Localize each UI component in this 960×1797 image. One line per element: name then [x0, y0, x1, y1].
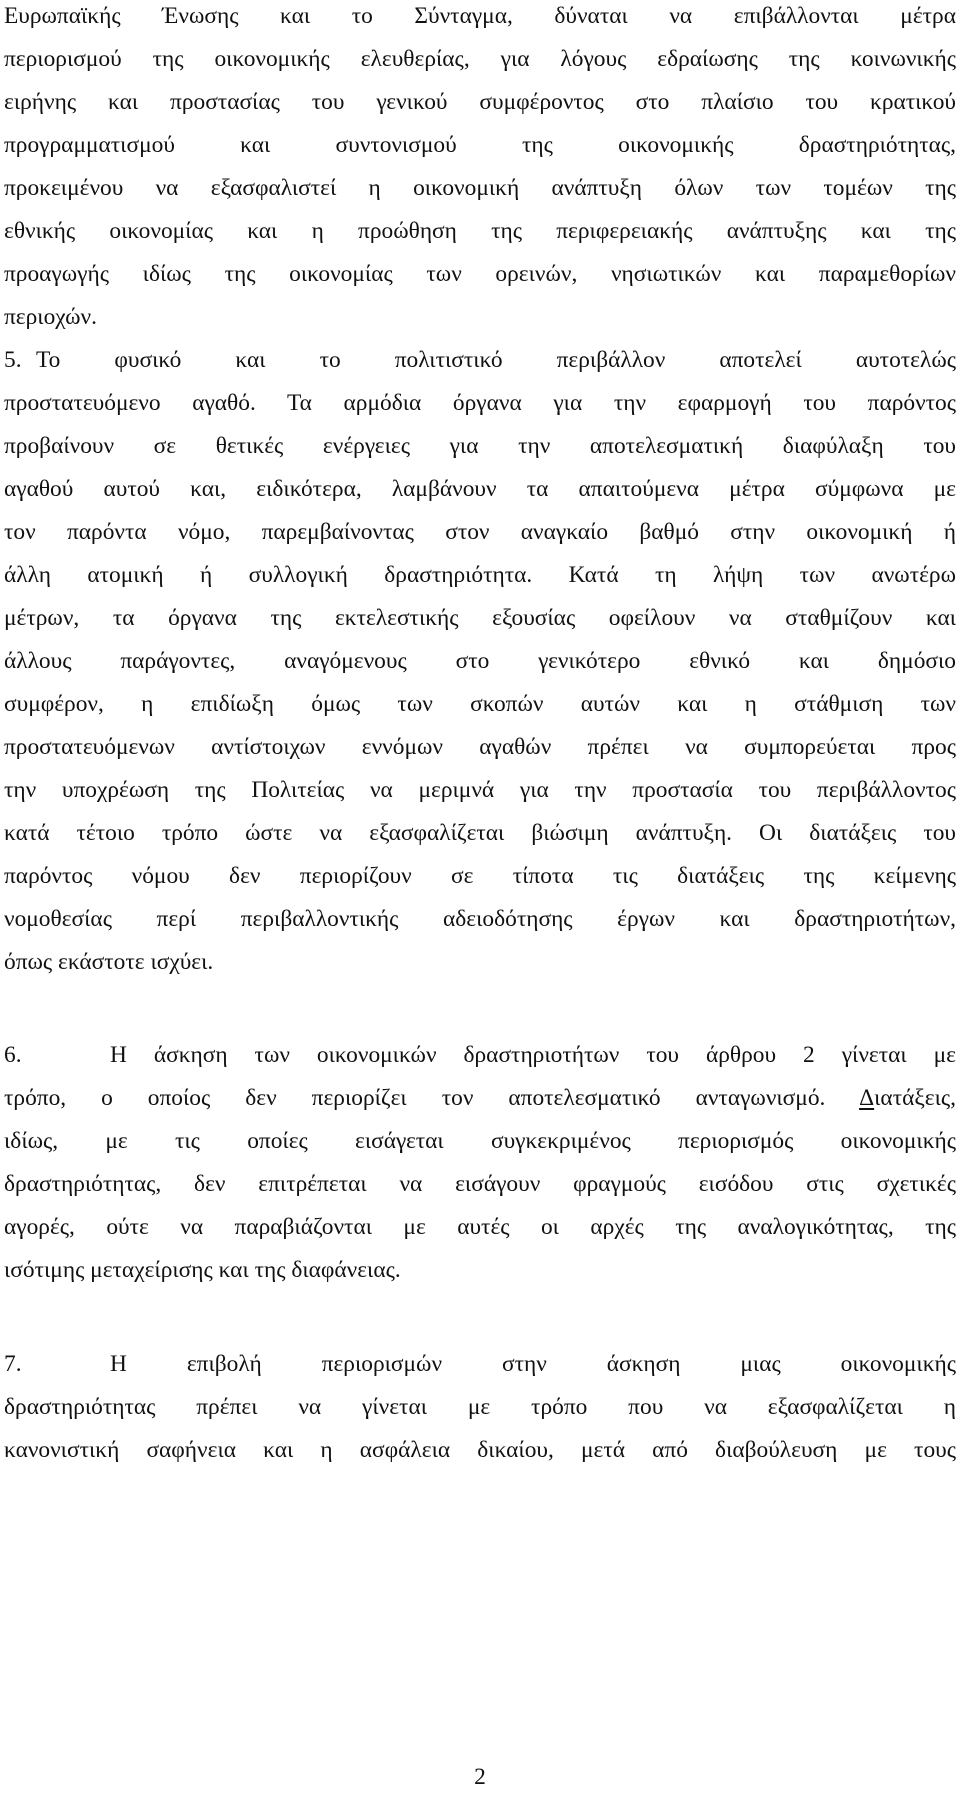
text-line: παρόντος νόμου δεν περιορίζουν σε τίποτα τις διατάξεις της κείμενης: [4, 863, 956, 889]
text-line: [4, 1082, 956, 1114]
text-line: ισότιμης μεταχείρισης και της διαφάνειας.: [4, 1257, 401, 1283]
text-line: συμφέρον, η επιδίωξη όμως των σκοπών αυτών και η στάθμιση των: [4, 691, 956, 717]
text-line: δραστηριότητας, δεν επιτρέπεται να εισάγουν φραγμούς εισόδου στις σχετικές: [4, 1171, 956, 1197]
text-line: Η άσκηση των οικονομικών δραστηριοτήτων του άρθρου 2 γίνεται με: [110, 1042, 956, 1068]
text-line: τον παρόντα νόμο, παρεμβαίνοντας στον αναγκαίο βαθμό στην οικονομική ή: [4, 519, 956, 545]
text-line: κανονιστική σαφήνεια και η ασφάλεια δικαίου, μετά από διαβούλευση με τους: [4, 1437, 956, 1463]
text-line: ειρήνης και προστασίας του γενικού συμφέροντος στο πλαίσιο του κρατικού: [4, 89, 956, 115]
text-line: την υποχρέωση της Πολιτείας να μεριμνά για την προστασία του περιβάλλοντος: [4, 777, 956, 803]
text-line: περιορισμού της οικονομικής ελευθερίας, για λόγους εδραίωσης της κοινωνικής: [4, 46, 956, 72]
text-run: ιατάξεις,: [874, 1085, 956, 1111]
page-number: 2: [474, 1764, 486, 1790]
text-line: μέτρων, τα όργανα της εκτελεστικής εξουσίας οφείλουν να σταθμίζουν και: [4, 605, 956, 631]
text-line: εθνικής οικονομίας και η προώθηση της περιφερειακής ανάπτυξης και της: [4, 218, 956, 244]
text-line: δραστηριότητας πρέπει να γίνεται με τρόπο που να εξασφαλίζεται η: [4, 1394, 956, 1420]
text-line: Ευρωπαϊκής Ένωσης και το Σύνταγμα, δύναται να επιβάλλονται μέτρα: [4, 3, 956, 29]
text-line: άλλους παράγοντες, αναγόμενους στο γενικότερο εθνικό και δημόσιο: [4, 648, 956, 674]
text-run: τρόπο, ο οποίος δεν περιορίζει τον αποτελεσματικό ανταγωνισμό.: [4, 1085, 860, 1111]
text-line: κατά τέτοιο τρόπο ώστε να εξασφαλίζεται βιώσιμη ανάπτυξη. Οι διατάξεις του: [4, 820, 956, 846]
underlined-letter: Δ: [859, 1085, 875, 1111]
text-line: όπως εκάστοτε ισχύει.: [4, 949, 214, 975]
paragraph-number: 7.: [4, 1351, 22, 1377]
paragraph-number: 5.: [4, 347, 22, 373]
text-line: προστατευόμενων αντίστοιχων εννόμων αγαθών πρέπει να συμπορεύεται προς: [4, 734, 956, 760]
text-line: προστατευόμενο αγαθό. Τα αρμόδια όργανα για την εφαρμογή του παρόντος: [4, 390, 956, 416]
paragraph-number: 6.: [4, 1042, 22, 1068]
text-line: προαγωγής ιδίως της οικονομίας των ορεινών, νησιωτικών και παραμεθορίων: [4, 261, 956, 287]
text-line: περιοχών.: [4, 304, 97, 330]
text-line: ιδίως, με τις οποίες εισάγεται συγκεκριμένος περιορισμός οικονομικής: [4, 1128, 956, 1154]
text-line: προβαίνουν σε θετικές ενέργειες για την αποτελεσματική διαφύλαξη του: [4, 433, 956, 459]
text-line: προγραμματισμού και συντονισμού της οικονομικής δραστηριότητας,: [4, 132, 956, 158]
text-line: άλλη ατομική ή συλλογική δραστηριότητα. Κατά τη λήψη των ανωτέρω: [4, 562, 956, 588]
text-line: Η επιβολή περιορισμών στην άσκηση μιας οικονομικής: [110, 1351, 956, 1377]
text-line: Το φυσικό και το πολιτιστικό περιβάλλον αποτελεί αυτοτελώς: [36, 347, 956, 373]
text-line: προκειμένου να εξασφαλιστεί η οικονομική ανάπτυξη όλων των τομέων της: [4, 175, 956, 201]
text-line: νομοθεσίας περί περιβαλλοντικής αδειοδότησης έργων και δραστηριοτήτων,: [4, 906, 956, 932]
text-line: αγορές, ούτε να παραβιάζονται με αυτές οι αρχές της αναλογικότητας, της: [4, 1214, 956, 1240]
text-line: αγαθού αυτού και, ειδικότερα, λαμβάνουν τα απαιτούμενα μέτρα σύμφωνα με: [4, 476, 956, 502]
